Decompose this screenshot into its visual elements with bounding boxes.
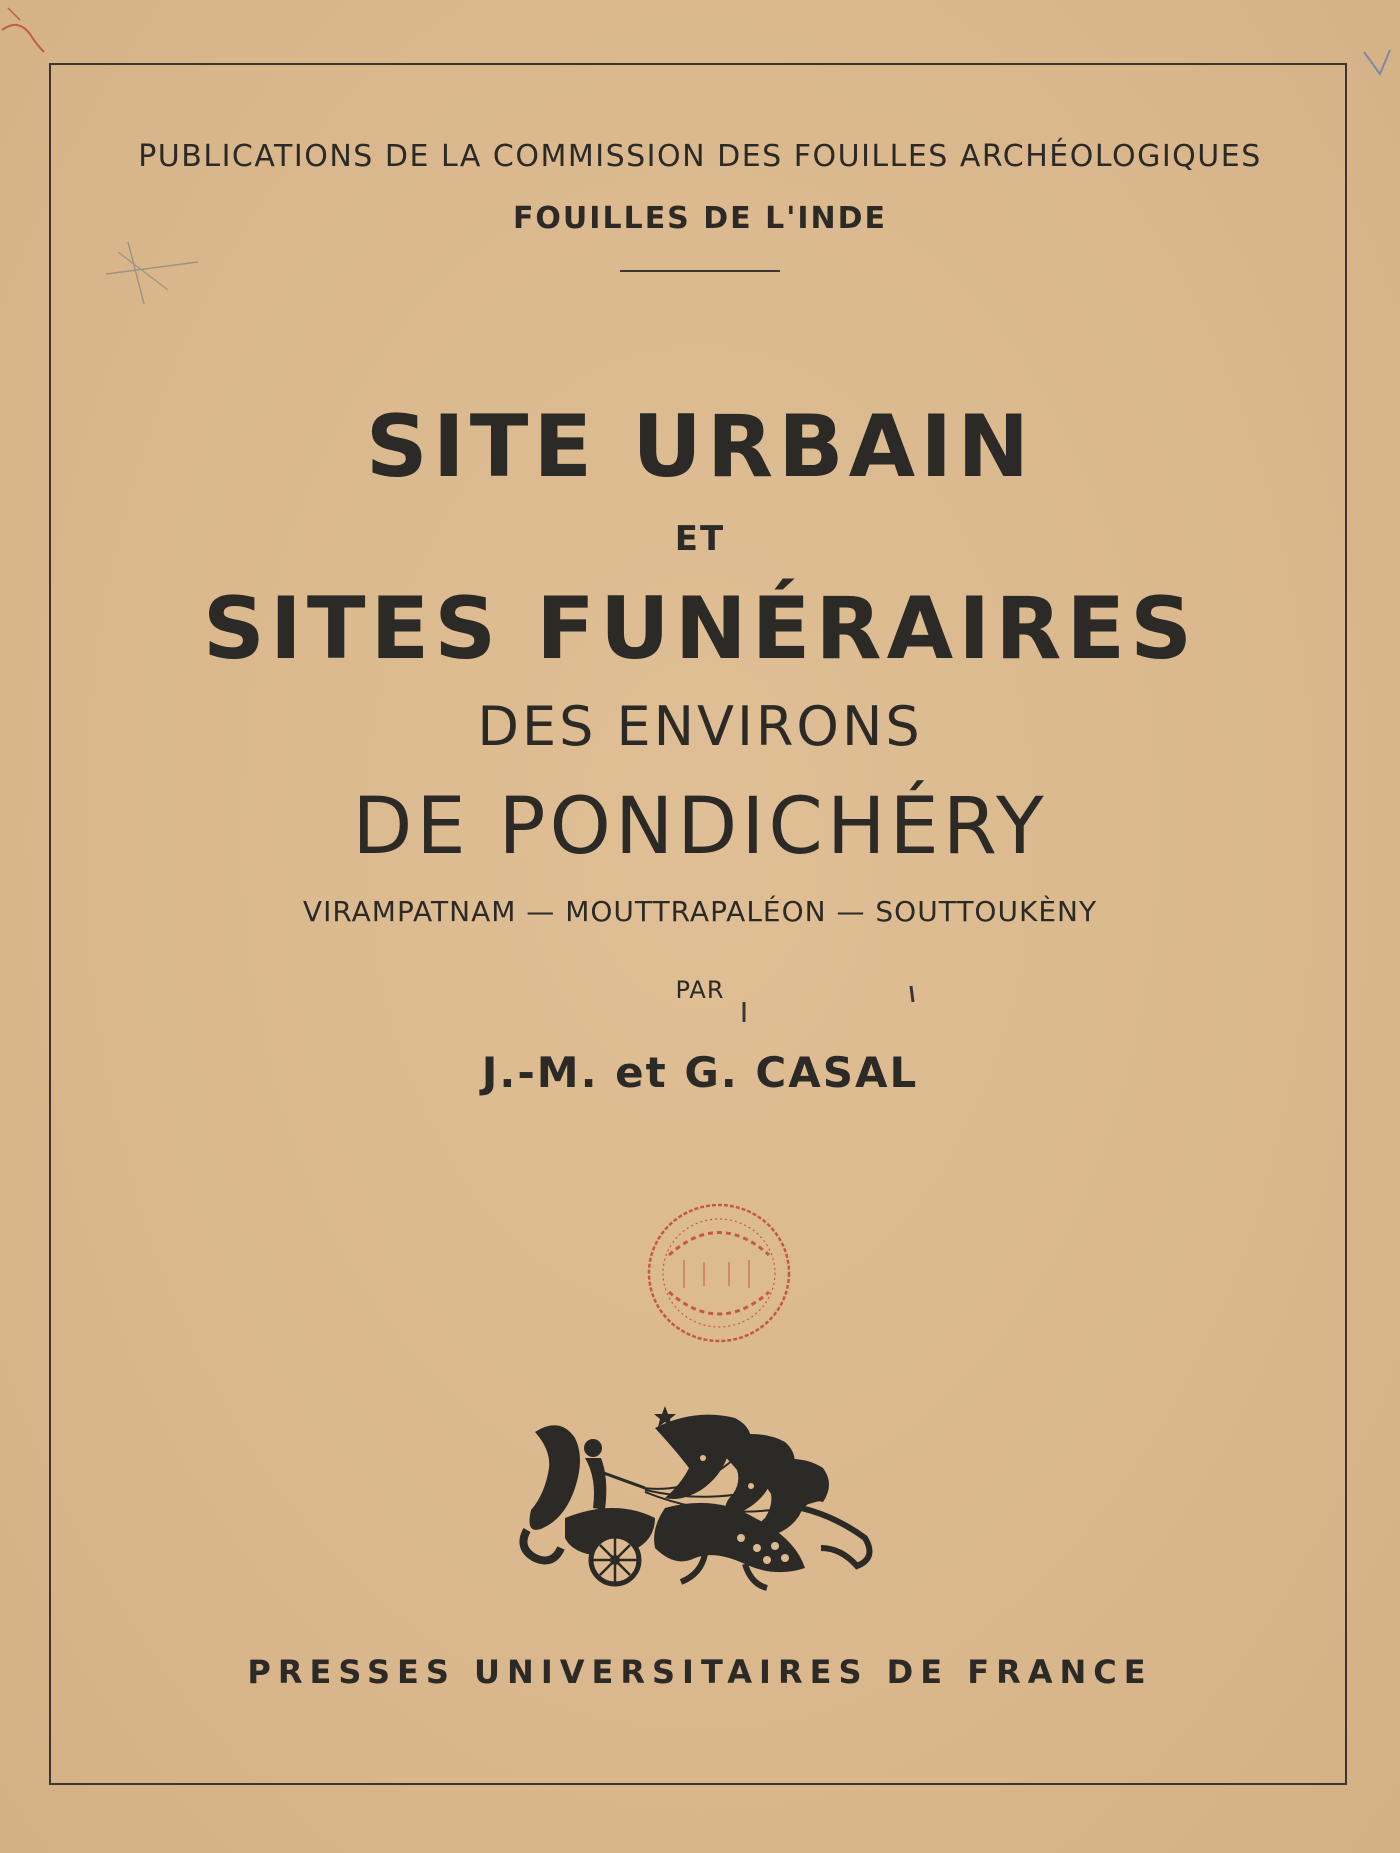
title-connector: ET xyxy=(674,519,726,559)
publisher-name: PRESSES UNIVERSITAIRES DE FRANCE xyxy=(247,1653,1153,1691)
ink-speck-icon xyxy=(740,1000,748,1024)
pencil-mark-icon xyxy=(1360,44,1396,84)
asterisk-mark-icon xyxy=(98,232,208,312)
authors: J.-M. et G. CASAL xyxy=(481,1048,919,1097)
series-title: FOUILLES DE L'INDE xyxy=(512,201,888,236)
divider xyxy=(620,270,780,272)
subtitle-line-2: DE PONDICHÉRY xyxy=(352,782,1048,872)
subtitle-line-1: DES ENVIRONS xyxy=(477,695,923,758)
publications-line: PUBLICATIONS DE LA COMMISSION DES FOUILLES ARCHÉOLOGIQUES xyxy=(138,139,1262,174)
main-title-line-2: SITES FUNÉRAIRES xyxy=(202,579,1198,679)
places-line: VIRAMPATNAM — MOUTTRAPALÉON — SOUTTOUKÈNY xyxy=(302,895,1098,928)
main-title-line-1: SITE URBAIN xyxy=(365,397,1035,497)
library-stamp-icon xyxy=(644,1200,794,1346)
by-label: PAR xyxy=(675,976,725,1004)
pencil-mark-icon xyxy=(0,0,60,60)
chariot-horses-emblem-icon xyxy=(505,1398,895,1598)
